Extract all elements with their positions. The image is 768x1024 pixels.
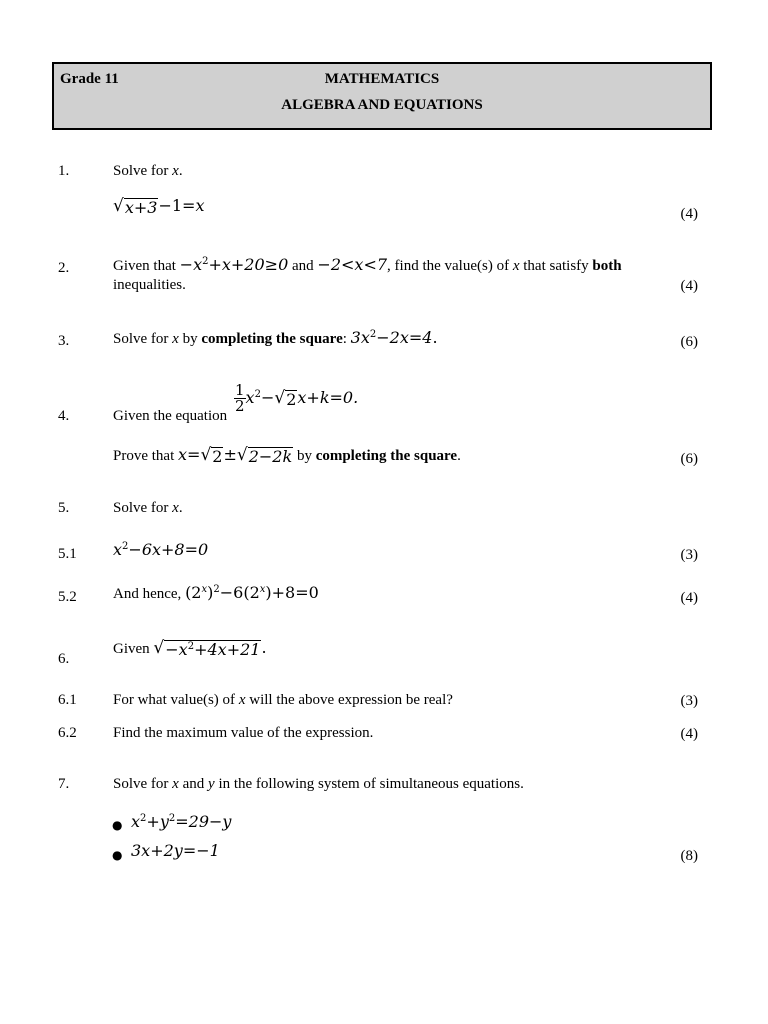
topic-title: ALGEBRA AND EQUATIONS	[281, 97, 483, 113]
q2-marks: (4)	[680, 278, 698, 294]
q5-2-number: 5.2	[58, 589, 77, 605]
q1-equation: √ x+3 −1=x	[113, 196, 205, 217]
q5-1-equation: $x^2-6x+8=0$	[113, 540, 209, 559]
q1-marks: (4)	[680, 206, 698, 222]
q4-text: Given the equation	[113, 408, 228, 424]
header-box	[52, 62, 712, 130]
q4-proof-line: Prove that x= √ 2 ± √ 2−2k by completing the square.	[113, 445, 461, 466]
q5-2-text: And hence, $(2^x)^2-6(2^x)+8=0$	[113, 583, 319, 602]
q7-marks: (8)	[680, 848, 698, 864]
q2-number: 2.	[58, 260, 70, 276]
q4-marks: (6)	[680, 451, 698, 467]
q7-equation-2: 3x+2y=−1	[131, 841, 220, 860]
q5-number: 5.	[58, 500, 70, 516]
grade-label: Grade 11	[60, 71, 119, 87]
bullet-icon: ●	[112, 848, 123, 862]
q4-number: 4.	[58, 408, 70, 424]
q3-text: Solve for x by completing the square: $3x^2-2x=4$.	[113, 328, 438, 347]
q1-text: Solve for x.	[113, 163, 183, 179]
q2-line2: inequalities.	[113, 277, 186, 293]
subject-title: MATHEMATICS	[324, 71, 440, 87]
q4-equation: $\frac{1}{2}$ $x^2-$ √ 2 x+k=0.	[235, 381, 359, 415]
q3-marks: (6)	[680, 334, 698, 350]
bullet-icon: ●	[112, 818, 123, 832]
q6-2-marks: (4)	[680, 726, 698, 742]
q7-equation-1: $x^2+y^2=29-y$	[131, 812, 232, 831]
q5-1-number: 5.1	[58, 546, 77, 562]
q7-text: Solve for x and y in the following system of simultaneous equations.	[113, 776, 524, 792]
q2-line1: Given that $-x^2+x+20\ge 0$ and −2<x<7, find the value(s) of x that satisfy both	[113, 255, 622, 274]
q5-1-marks: (3)	[680, 547, 698, 563]
q6-1-number: 6.1	[58, 692, 77, 708]
q6-number: 6.	[58, 651, 70, 667]
q6-2-text: Find the maximum value of the expression.	[113, 725, 374, 741]
q1-number: 1.	[58, 163, 70, 179]
q7-number: 7.	[58, 776, 70, 792]
q6-text: Given √ $-x^2+4x+21$ .	[113, 638, 267, 659]
q6-1-text: For what value(s) of x will the above expression be real?	[113, 692, 453, 708]
q6-1-marks: (3)	[680, 693, 698, 709]
q5-2-marks: (4)	[680, 590, 698, 606]
q3-number: 3.	[58, 333, 70, 349]
q5-text: Solve for x.	[113, 500, 183, 516]
q6-2-number: 6.2	[58, 725, 77, 741]
